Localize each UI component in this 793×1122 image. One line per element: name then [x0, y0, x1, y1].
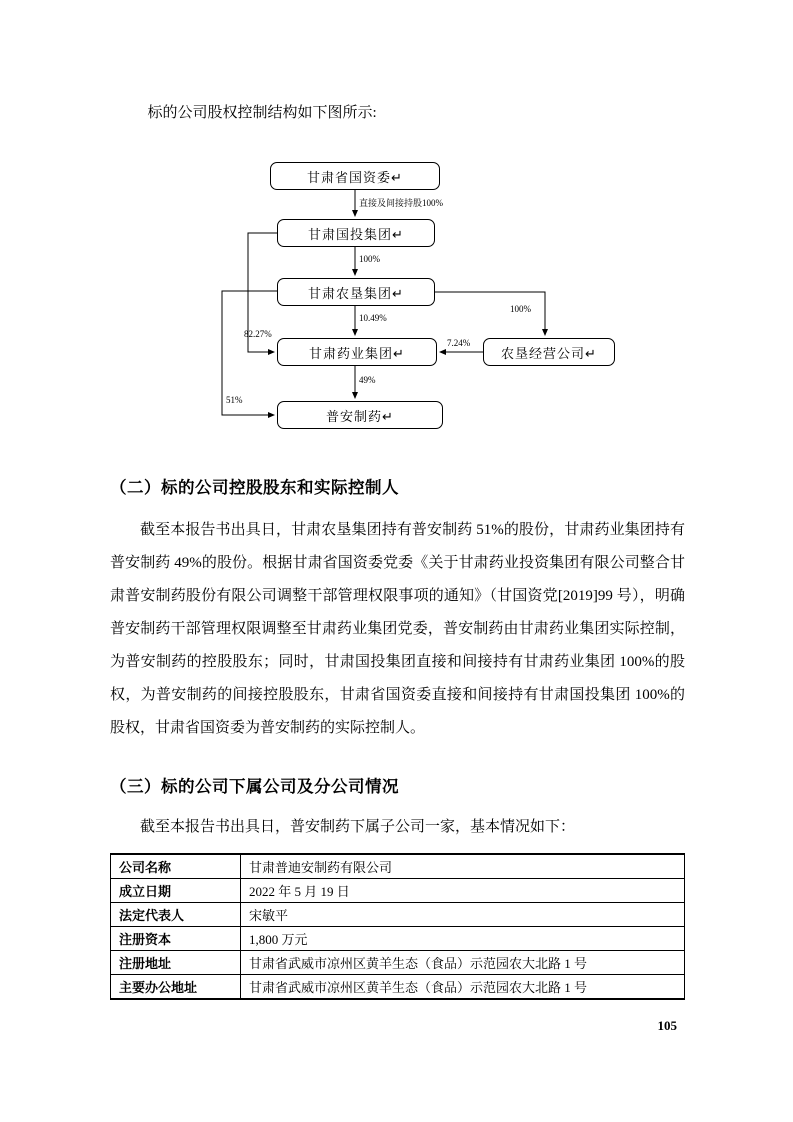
edge-label-51: 51% — [226, 395, 243, 405]
section-3-heading: （三）标的公司下属公司及分公司情况 — [110, 778, 399, 796]
edge-label-10-49: 10.49% — [359, 313, 387, 323]
edge-label-82-27: 82.27% — [244, 329, 272, 339]
row-label: 公司名称 — [111, 854, 241, 879]
row-value: 甘肃省武威市凉州区黄羊生态（食品）示范园农大北路 1 号 — [241, 975, 685, 1000]
row-label: 法定代表人 — [111, 903, 241, 927]
section-2-heading: （二）标的公司控股股东和实际控制人 — [110, 479, 399, 497]
row-label: 注册资本 — [111, 927, 241, 951]
table-row — [111, 854, 685, 879]
edge-label-7-24: 7.24% — [447, 338, 471, 348]
org-node-gansu-sasac: 甘肃省国资委↵ — [270, 162, 440, 190]
org-node-nongken-jingying: 农垦经营公司↵ — [483, 338, 615, 366]
intro-paragraph: 标的公司股权控制结构如下图所示: — [147, 105, 377, 121]
edge-label-49: 49% — [359, 375, 376, 385]
row-value: 甘肃普迪安制药有限公司 — [241, 854, 685, 879]
row-value: 宋敏平 — [241, 903, 685, 927]
page-number: 105 — [657, 1018, 677, 1033]
equity-structure-chart — [110, 152, 685, 452]
table-row — [111, 975, 685, 1000]
row-value: 2022 年 5 月 19 日 — [241, 879, 685, 903]
org-node-nongken-group: 甘肃农垦集团↵ — [277, 278, 435, 306]
content-column — [110, 0, 685, 1000]
row-value: 甘肃省武威市凉州区黄羊生态（食品）示范园农大北路 1 号 — [241, 951, 685, 975]
table-row — [111, 927, 685, 951]
edge-label-100: 100% — [359, 254, 380, 264]
row-value: 1,800 万元 — [241, 927, 685, 951]
edge-label-direct-indirect-100: 直接及间接持股100% — [359, 198, 443, 208]
row-label: 成立日期 — [111, 879, 241, 903]
section-2-body: 截至本报告书出具日，甘肃农垦集团持有普安制药 51%的股份，甘肃药业集团持有普安制药 49%的股份。根据甘肃省国资委党委《关于甘肃药业投资集团有限公司整合甘肃普安制药股份有限公司调整干部管理权限事项的通知》（甘国资党[2019]99 号），明确普安制药干部管理权限调整至甘肃药业集团党委，普安制药由甘肃药业集团实际控制，为普安制药的控股股东；同时，甘肃国投集团直接和间接持有甘肃药业集团 100%的股权，为普安制药的间接控股股东，甘肃省国资委直接和间接持有甘肃国投集团 100%的股权，甘肃省国资委为普安制药的实际控制人。 — [110, 522, 685, 736]
row-label: 主要办公地址 — [111, 975, 241, 1000]
table-row — [111, 951, 685, 975]
table-row — [111, 879, 685, 903]
table-row — [111, 903, 685, 927]
org-node-guotou-group: 甘肃国投集团↵ — [277, 219, 435, 247]
subsidiary-info-table — [110, 853, 685, 1000]
edge-label-100-right: 100% — [510, 304, 531, 314]
org-node-yaoye-group: 甘肃药业集团↵ — [277, 338, 437, 366]
row-label: 注册地址 — [111, 951, 241, 975]
org-node-puan-pharma: 普安制药↵ — [277, 401, 443, 429]
section-3-body: 截至本报告书出具日，普安制药下属子公司一家，基本情况如下： — [140, 819, 576, 835]
